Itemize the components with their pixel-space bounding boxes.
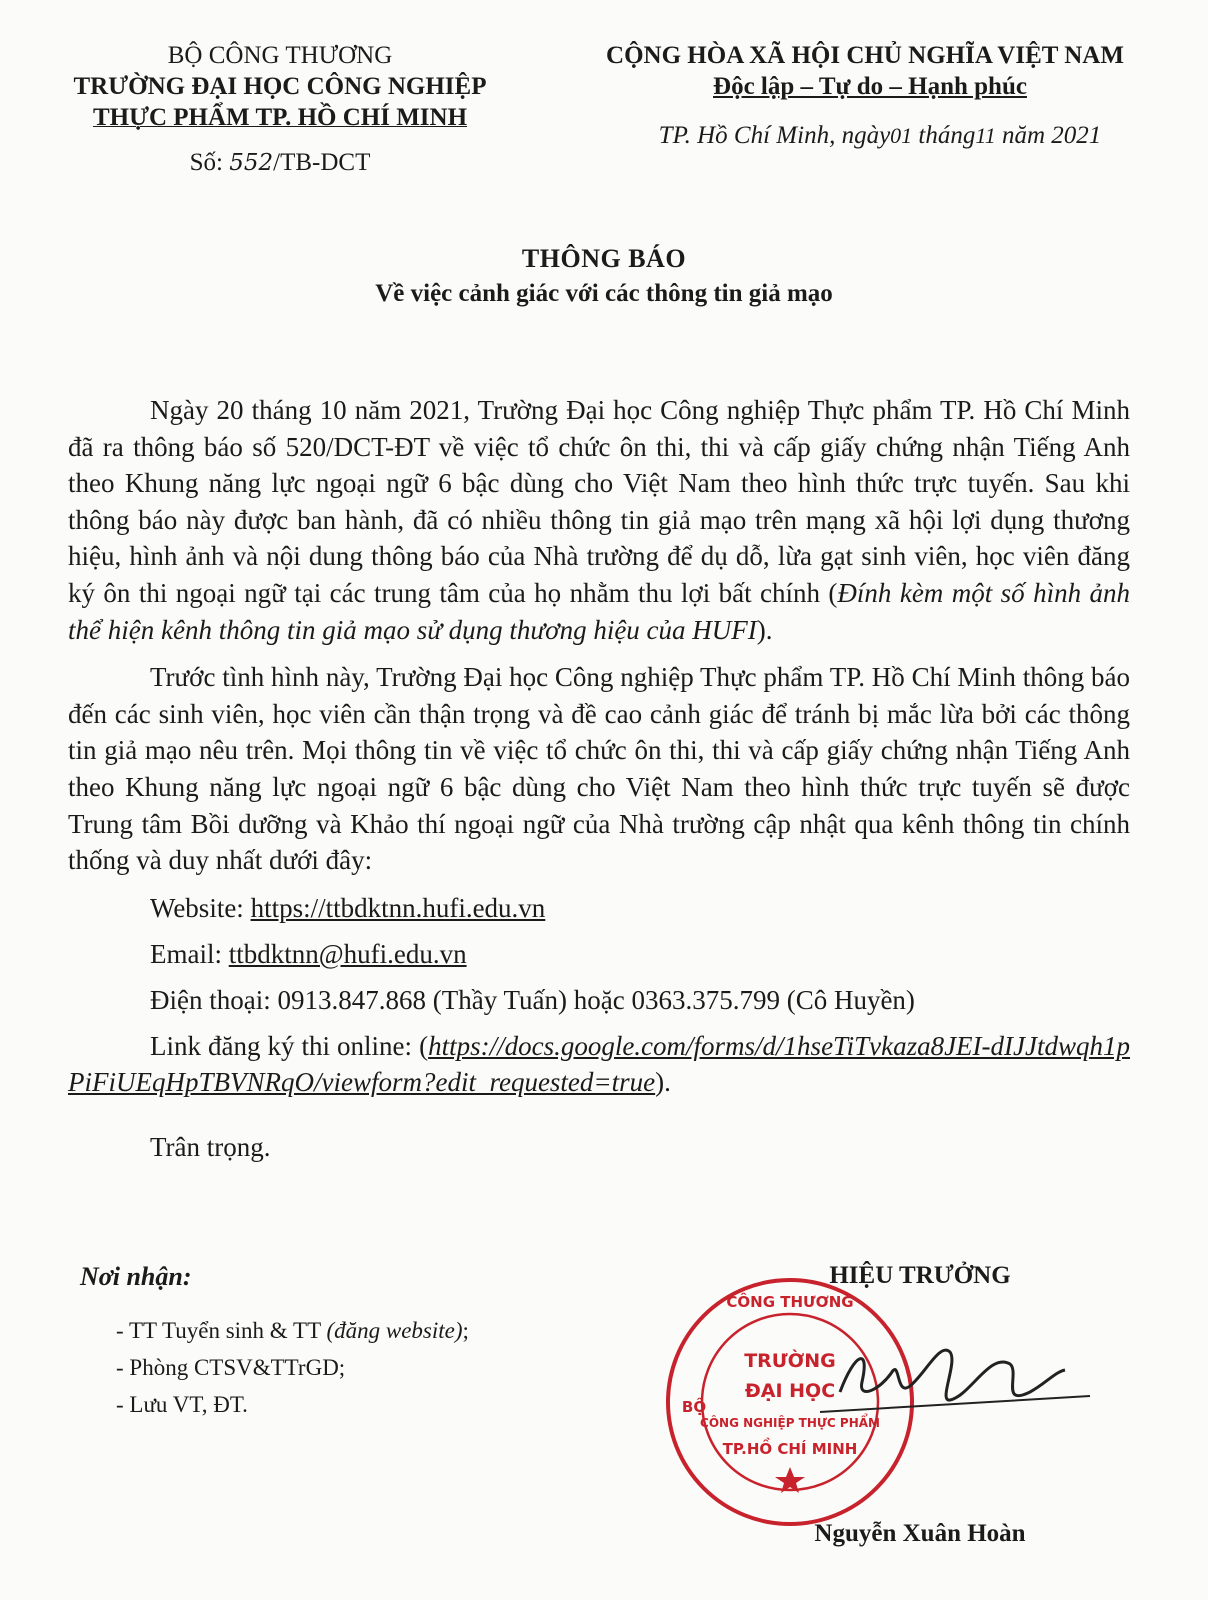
contact-email: Email: ttbdktnn@hufi.edu.vn	[150, 938, 467, 969]
seal-line4: TP.HỒ CHÍ MINH	[722, 1440, 858, 1458]
closing-remark: Trân trọng.	[150, 1131, 271, 1162]
issue-date: TP. Hồ Chí Minh, ngày01 tháng11 năm 2021	[658, 122, 1102, 149]
email-link[interactable]: ttbdktnn@hufi.edu.vn	[228, 938, 467, 969]
school-name-line2: THỰC PHẨM TP. HỒ CHÍ MINH	[92, 104, 468, 131]
recipient-item: - Lưu VT, ĐT.	[116, 1392, 248, 1417]
national-header	[560, 40, 1170, 151]
registration-link-line: Link đăng ký thi online: (https://docs.google.com/forms/d/1hseTiTvkaza8JEI-dIJJtdwqh1pPiFiUEqHpTBVNRqO/viewform?edit_requested=true).	[68, 1030, 1130, 1098]
registration-link[interactable]: https://docs.google.com/forms/d/1hseTiTvkaza8JEI-dIJJtdwqh1pPiFiUEqHpTBVNRqO/viewform?edit_requested=true	[68, 1030, 1130, 1098]
recipient-item: - Phòng CTSV&TTrGD;	[116, 1355, 346, 1380]
reference-number: 552	[229, 150, 274, 176]
recipient-item: - TT Tuyển sinh & TT (đăng website);	[116, 1318, 469, 1343]
ministry-name: BỘ CÔNG THƯƠNG	[167, 42, 393, 69]
contact-website: Website: https://ttbdktnn.hufi.edu.vn	[150, 892, 546, 923]
paragraph-2: Trước tình hình này, Trường Đại học Công nghiệp Thực phẩm TP. Hồ Chí Minh thông báo đến các sinh viên, học viên cần thận trọng và đề cao cảnh giác để tránh bị mắc lừa bởi các thông tin giả mạo nêu trên. Mọi thông tin về việc tổ chức ôn thi, thi và cấp giấy chứng nhận Tiếng Anh theo Khung năng lực ngoại ngữ 6 bậc dùng cho Việt Nam theo hình thức trực tuyến sẽ được Trung tâm Bồi dưỡng và Khảo thí ngoại ngữ của Nhà trường cập nhật qua kênh thông tin chính thống và duy nhất dưới đây:	[68, 662, 1130, 876]
seal-ring-top: CÔNG THƯƠNG	[726, 1293, 854, 1311]
document-reference: Số: 552/TB-DCT	[189, 149, 371, 176]
signatory-title: HIỆU TRƯỞNG	[829, 1262, 1011, 1289]
issue-day: 01	[890, 123, 913, 148]
signatory-name: Nguyễn Xuân Hoàn	[814, 1520, 1026, 1547]
notice-title-block	[0, 244, 1208, 308]
seal-line2: ĐẠI HỌC	[744, 1380, 836, 1402]
issuer-header	[40, 40, 520, 179]
seal-line3: CÔNG NGHIỆP THỰC PHẨM	[700, 1416, 880, 1430]
contact-phone: Điện thoại: 0913.847.868 (Thầy Tuấn) hoặc 0363.375.799 (Cô Huyền)	[150, 984, 915, 1015]
notice-subtitle: Về việc cảnh giác với các thông tin giả mạo	[375, 280, 833, 307]
notice-body	[68, 392, 1130, 1166]
recipients-title: Nơi nhận:	[80, 1262, 192, 1291]
issue-month: 11	[975, 123, 996, 148]
website-link[interactable]: https://ttbdktnn.hufi.edu.vn	[250, 892, 546, 923]
notice-title: THÔNG BÁO	[521, 244, 687, 273]
signature-block	[681, 1262, 1150, 1562]
handwritten-signature	[800, 1312, 1100, 1422]
recipients-block	[80, 1262, 469, 1423]
seal-line1: TRƯỜNG	[744, 1350, 836, 1372]
school-name-line1: TRƯỜNG ĐẠI HỌC CÔNG NGHIỆP	[73, 73, 487, 100]
paragraph-1: Ngày 20 tháng 10 năm 2021, Trường Đại học Công nghiệp Thực phẩm TP. Hồ Chí Minh đã ra thông báo số 520/DCT-ĐT về việc tổ chức ôn thi, thi và cấp giấy chứng nhận Tiếng Anh theo Khung năng lực ngoại ngữ 6 bậc dùng cho Việt Nam theo hình thức trực tuyến. Sau khi thông báo này được ban hành, đã có nhiều thông tin giả mạo trên mạng xã hội lợi dụng thương hiệu, hình ảnh và nội dung thông báo của Nhà trường để dụ dỗ, lừa gạt sinh viên, học viên đăng ký ôn thi ngoại ngữ tại các trung tâm của họ nhằm thu lợi bất chính (Đính kèm một số hình ảnh thể hiện kênh thông tin giả mạo sử dụng thương hiệu của HUFI).	[68, 395, 1130, 645]
seal-ring-left: BỘ	[681, 1398, 707, 1416]
republic-name: CỘNG HÒA XÃ HỘI CHỦ NGHĨA VIỆT NAM	[606, 42, 1124, 69]
national-motto: Độc lập – Tự do – Hạnh phúc	[713, 73, 1027, 100]
